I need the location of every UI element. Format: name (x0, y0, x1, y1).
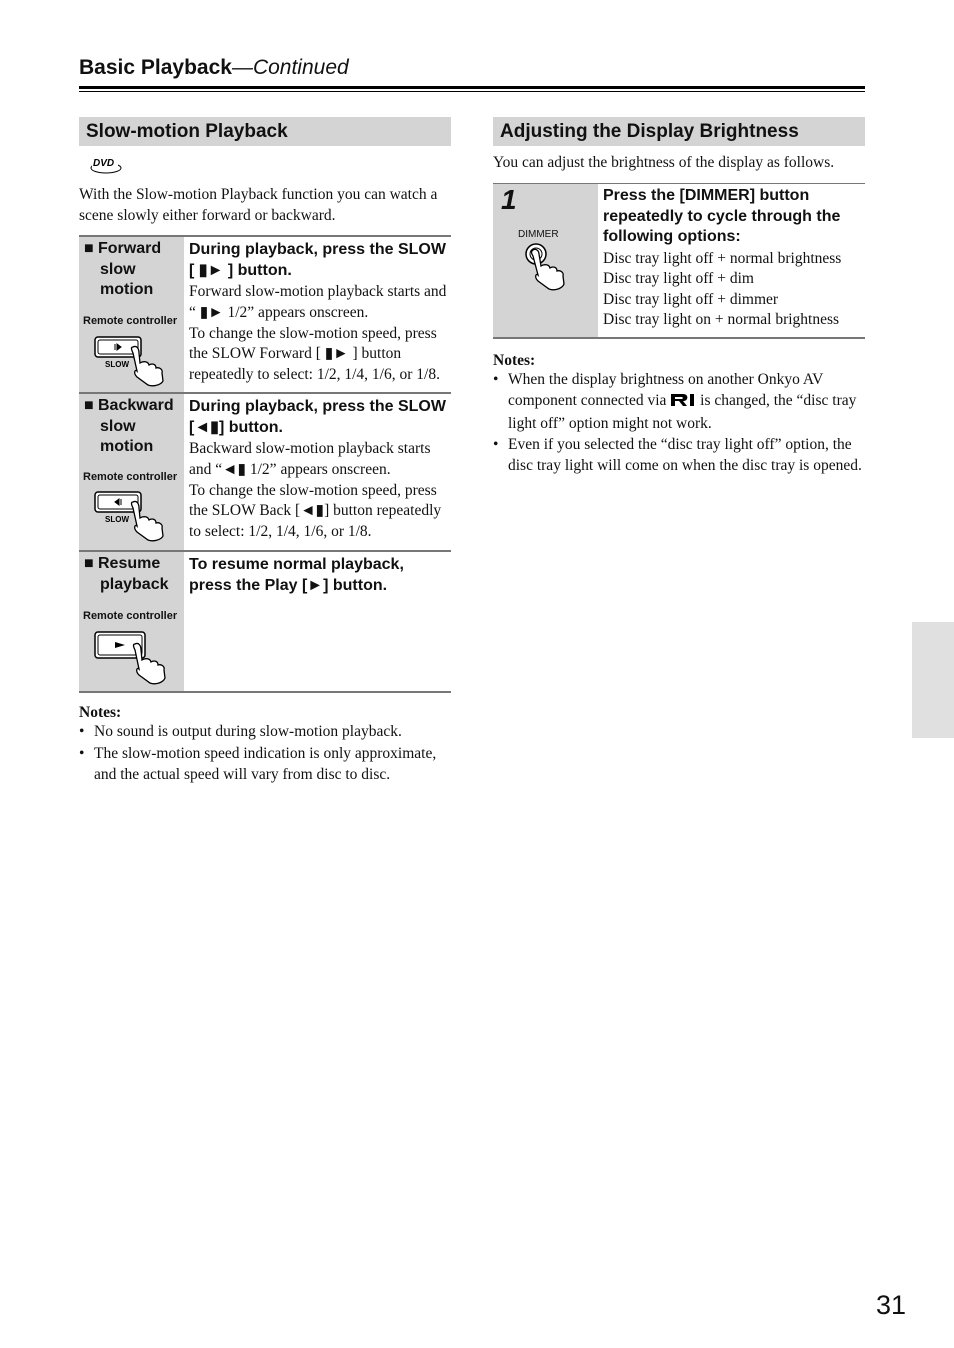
row-content-resume (184, 552, 451, 691)
step-content (598, 184, 865, 337)
ri-logo-icon (670, 393, 696, 414)
table-row-resume (79, 550, 451, 693)
square-bullet-icon: ■ (84, 555, 94, 572)
remote-controller-label: Remote controller (83, 315, 178, 327)
note-item: • No sound is output during slow-motion playback. (79, 722, 454, 743)
remote-slow-back-icon (93, 488, 173, 547)
dimmer-instruction: Press the [DIMMER] button repeatedly to cycle through the following options: (603, 187, 841, 245)
svg-text:SLOW: SLOW (105, 360, 129, 369)
side-tab (912, 622, 954, 738)
slow-motion-intro: With the Slow-motion Playback function you can watch a scene slowly either forward or backward. (79, 186, 438, 224)
notes-title: Notes: (493, 352, 536, 369)
remote-controller-label: Remote controller (83, 471, 178, 483)
brightness-notes (493, 352, 865, 478)
backward-description: Backward slow-motion playback starts and “◄▮ 1/2” appears onscreen. (189, 440, 431, 478)
dimmer-option: Disc tray light off + normal brightness (603, 249, 842, 267)
section-title-display-brightness: Adjusting the Display Brightness (493, 117, 865, 146)
dvd-badge-text: DVD (93, 158, 115, 169)
forward-description: Forward slow-motion playback starts and “ ▮► 1/2” appears onscreen. (189, 283, 447, 321)
forward-instruction: During playback, press the SLOW [ ▮► ] button. (189, 241, 446, 279)
slow-motion-table (79, 235, 451, 693)
step-number: 1 (501, 184, 517, 215)
row-label-cell (79, 394, 184, 550)
square-bullet-icon: ■ (84, 240, 94, 257)
note-item: • The slow-motion speed indication is only approximate, and the actual speed will vary from disc to disc. (79, 744, 454, 786)
table-row-forward (79, 235, 451, 392)
header-rule-thick (79, 86, 865, 89)
note-item: • Even if you selected the “disc tray light off” option, the disc tray light will come on when the disc tray is opened. (493, 435, 865, 477)
section-title-slow-motion: Slow-motion Playback (79, 117, 451, 146)
row-content-forward (184, 237, 451, 392)
row-label-cell (79, 237, 184, 392)
step-number-cell (493, 184, 598, 337)
forward-speed-change: To change the slow-motion speed, press the SLOW Forward [ ▮► ] button repeatedly to select: 1/2, 1/4, 1/6, or 1/8. (189, 324, 440, 384)
row-label-forward: ■ Forward slow motion (84, 240, 162, 298)
dvd-badge-icon (90, 156, 124, 181)
brightness-intro: You can adjust the brightness of the display as follows. (493, 154, 835, 171)
header-continued: —Continued (231, 56, 349, 79)
dimmer-option: Disc tray light off + dimmer (603, 290, 779, 308)
dimmer-button-icon (521, 242, 571, 301)
header-rule-thin (79, 91, 865, 92)
table-row-backward (79, 392, 451, 550)
row-label-backward: ■ Backward slow motion (84, 397, 174, 455)
row-label-resume: ■ Resume playback (84, 555, 169, 593)
dimmer-button-label: DIMMER (518, 229, 559, 240)
slow-motion-notes (79, 704, 454, 786)
resume-instruction: To resume normal playback, press the Play [►] button. (189, 556, 404, 594)
remote-play-icon (93, 630, 173, 691)
backward-instruction: During playback, press the SLOW [◄▮] button. (189, 398, 446, 436)
dimmer-option: Disc tray light on + normal brightness (603, 311, 840, 328)
dimmer-option: Disc tray light off + dim (603, 270, 754, 287)
header-title: Basic Playback (79, 56, 232, 79)
page-header (79, 56, 865, 80)
square-bullet-icon: ■ (84, 397, 94, 414)
row-label-cell (79, 552, 184, 691)
row-content-backward (184, 394, 451, 550)
remote-slow-forward-icon (93, 333, 173, 392)
notes-title: Notes: (79, 704, 122, 721)
svg-text:SLOW: SLOW (105, 515, 129, 524)
backward-speed-change: To change the slow-motion speed, press the SLOW Back [◄▮] button repeatedly to select: 1/2, 1/4, 1/6, or 1/8. (189, 481, 442, 541)
brightness-step (493, 183, 865, 339)
remote-controller-label: Remote controller (83, 610, 178, 622)
note-item: • When the display brightness on another Onkyo AV component connected via is changed, the “disc tray light off” option might not work. (493, 370, 865, 434)
page-number: 31 (876, 1290, 907, 1320)
